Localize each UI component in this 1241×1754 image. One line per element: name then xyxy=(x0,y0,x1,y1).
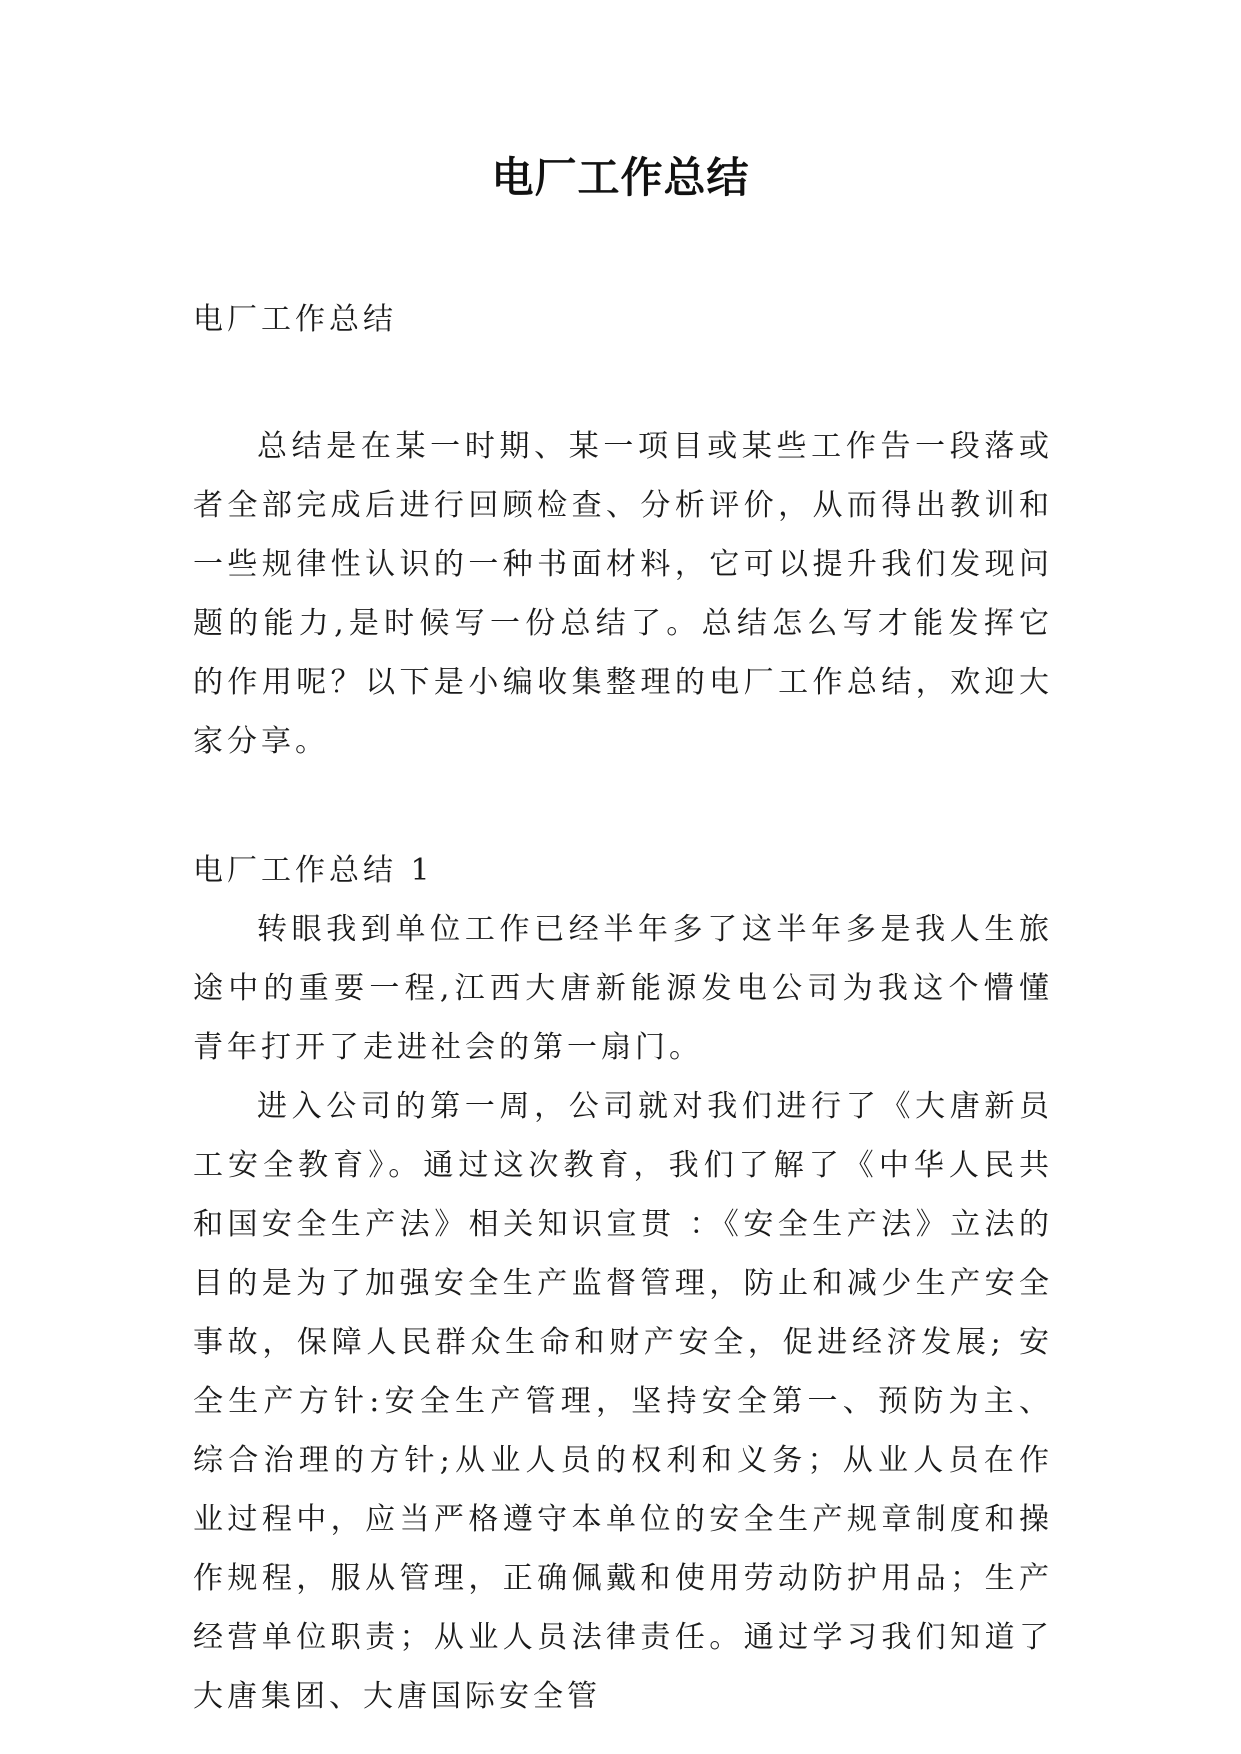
section-1-paragraph-2: 进入公司的第一周，公司就对我们进行了《大唐新员工安全教育》。通过这次教育，我们了解了《中华人民共和国安全生产法》相关知识宣贯 ：《安全生产法》立法的目的是为了加强安全生产监督管理，防止和减少生产安全事故，保障人民群众生命和财产安全，促进经济发展; 安全生产方针:安全生产管理，坚持安全第一、预防为主、综合治理的方针;从业人员的权利和义务；从业人员在作业过程中，应当严格遵守本单位的安全生产规章制度和操作规程，服从管理，正确佩戴和使用劳动防护用品；生产经营单位职责；从业人员法律责任。通过学习我们知道了大唐集团、大唐国际安全管 xyxy=(193,1089,1053,1714)
intro-paragraph: 总结是在某一时期、某一项目或某些工作告一段落或者全部完成后进行回顾检查、分析评价，从而得出教训和一些规律性认识的一种书面材料，它可以提升我们发现问题的能力,是时候写一份总结了。总结怎么写才能发挥它的作用呢？以下是小编收集整理的电厂工作总结，欢迎大家分享。 xyxy=(193,429,1053,759)
document-title: 电厂工作总结 xyxy=(491,153,750,202)
section-1-paragraph-1: 转眼我到单位工作已经半年多了这半年多是我人生旅途中的重要一程,江西大唐新能源发电公司为我这个懵懂青年打开了走进社会的第一扇门。 xyxy=(193,912,1053,1065)
document-subtitle: 电厂工作总结 xyxy=(193,302,397,337)
document-body xyxy=(193,290,1053,1726)
section-1-heading: 电厂工作总结 1 xyxy=(193,853,434,888)
